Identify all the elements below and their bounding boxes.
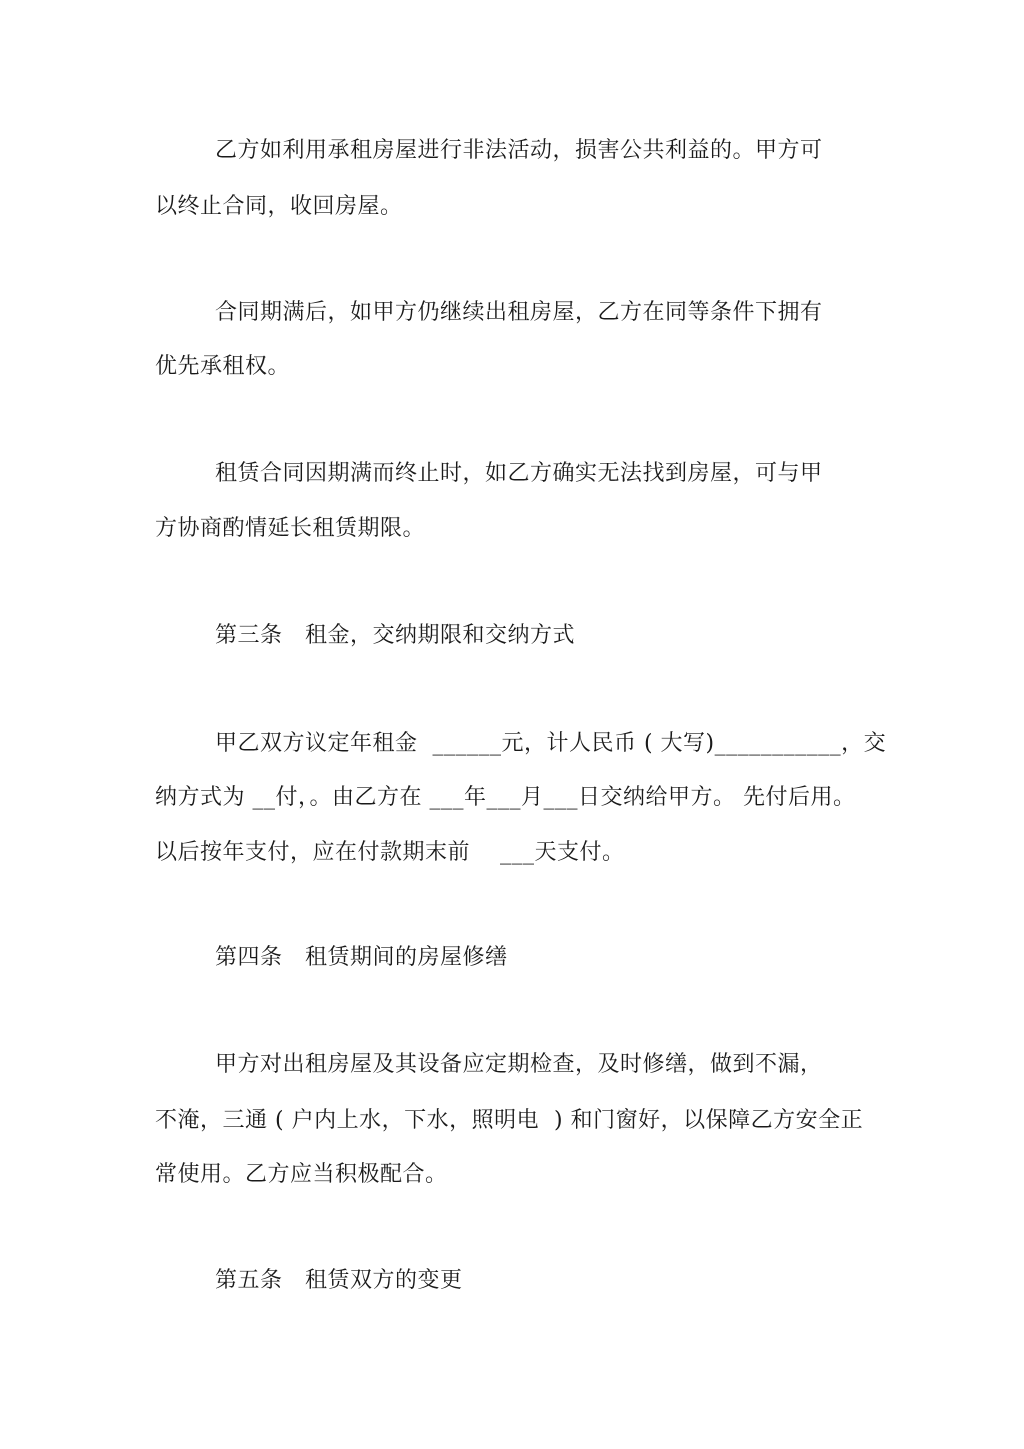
paragraph-2-line-1: 合同期满后，如甲方仍继续出租房屋，乙方在同等条件下拥有 <box>215 300 823 325</box>
paragraph-3-line-2: 方协商酌情延长租赁期限。 <box>155 516 426 541</box>
article-5-heading: 第五条 租赁双方的变更 <box>215 1268 463 1293</box>
paragraph-2-line-2: 优先承租权。 <box>155 354 291 379</box>
paragraph-3-line-1: 租赁合同因期满而终止时，如乙方确实无法找到房屋，可与甲 <box>215 461 823 486</box>
article-3-heading: 第三条 租金，交纳期限和交纳方式 <box>215 623 575 648</box>
rent-paragraph-line-3: 以后按年支付，应在付款期末前 ___天支付。 <box>155 840 625 865</box>
paragraph-1-line-2: 以终止合同，收回房屋。 <box>155 194 403 219</box>
rent-paragraph-line-2: 纳方式为 __付，。由乙方在 ___年___月___日交纳给甲方。 先付后用。 <box>155 785 856 810</box>
article-4-heading: 第四条 租赁期间的房屋修缮 <box>215 945 508 970</box>
rent-paragraph-line-1: 甲乙双方议定年租金 ______元，计人民币 ( 大写)___________，交 <box>215 731 887 756</box>
repair-paragraph-line-3: 常使用。乙方应当积极配合。 <box>155 1162 448 1187</box>
paragraph-1-line-1: 乙方如利用承租房屋进行非法活动，损害公共利益的。甲方可 <box>215 138 823 163</box>
repair-paragraph-line-1: 甲方对出租房屋及其设备应定期检查，及时修缮，做到不漏， <box>215 1052 823 1077</box>
repair-paragraph-line-2: 不淹，三通 ( 户内上水，下水，照明电 ) 和门窗好，以保障乙方安全正 <box>155 1108 864 1133</box>
